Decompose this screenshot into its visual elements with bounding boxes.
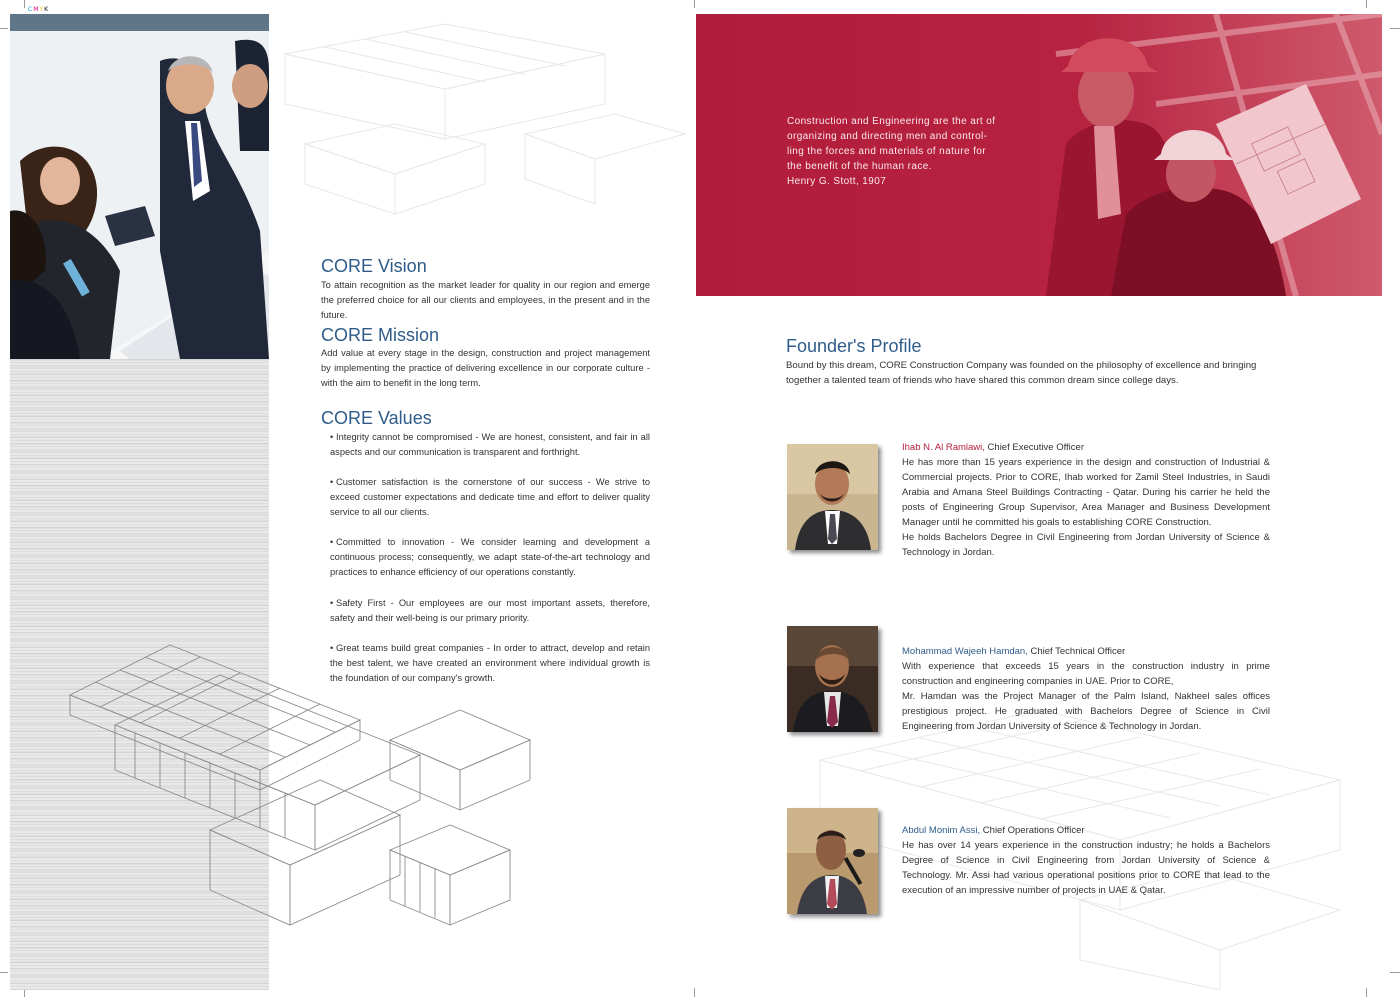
mission-heading: CORE Mission	[321, 325, 440, 345]
value-text: Great teams build great companies - In order to attract, develop and retain the best talent, we have created an environment where individual growth is the foundation of our company's growth.	[330, 643, 650, 683]
header-color-bar	[10, 14, 269, 31]
quote-block	[787, 114, 1007, 189]
person-name: Mohammad Wajeeh Hamdan,	[902, 646, 1028, 657]
person-bio: He has more than 15 years experience in the design and construction of Industrial & Commercial projects. Prior to CORE, Ihab worked for Zamil Steel Industries, in Saudi Arabia and Amana Steel Buildings Contracting - Qatar. During his carrier he held the posts of Engineering Group Supervisor, Area Manager and Business Development Manager until he committed his goals to establishing CORE Construction.	[902, 457, 1270, 528]
cmyk-color-bar: CMYK	[28, 6, 49, 13]
person-name: Ihab N. Al Ramlawi,	[902, 442, 985, 453]
building-wireframe-illustration	[275, 14, 695, 244]
values-heading: CORE Values	[321, 408, 432, 428]
ceo-portrait	[787, 444, 878, 550]
quote-author: Henry G. Stott, 1907	[787, 176, 887, 187]
value-text: Integrity cannot be compromised - We are honest, consistent, and fair in all aspects and our communication is transparent and forthright.	[330, 432, 650, 457]
bullet-icon: •	[330, 643, 334, 653]
values-list-item	[330, 641, 650, 686]
ceo-profile	[902, 440, 1270, 560]
values-list-item	[330, 596, 650, 626]
founders-heading: Founder's Profile	[786, 336, 922, 356]
crop-mark	[1390, 972, 1400, 973]
quote-line: ling the forces and materials of nature for	[787, 146, 986, 157]
quote-line: the benefit of the human race.	[787, 161, 932, 172]
cto-portrait	[787, 626, 878, 732]
crop-mark	[0, 28, 8, 29]
crop-mark	[1390, 28, 1400, 29]
vision-text: To attain recognition as the market leader for quality in our region and emerge the preferred choice for all our clients and employees, in the present and in the future.	[321, 280, 650, 320]
coo-portrait	[787, 808, 878, 914]
bullet-icon: •	[330, 537, 334, 547]
crop-mark	[24, 0, 25, 8]
person-bio: He holds Bachelors Degree in Civil Engineering from Jordan University of Science & Technology in Jordan.	[902, 532, 1270, 558]
person-role: Chief Technical Officer	[1027, 646, 1126, 657]
values-list-item	[330, 475, 650, 520]
person-bio: He has over 14 years experience in the construction industry; he holds a Bachelors Degree of Science in Civil Engineering from Jordan University of Science & Technology. Mr. Assi had various operational positions prior to CORE that lead to the execution of an impressive number of projects in UAE & Qatar.	[902, 840, 1270, 896]
founders-intro: Bound by this dream, CORE Construction Company was founded on the philosophy of excellence and bringing together a talented team of friends who have shared this common dream since college days.	[786, 360, 1257, 386]
crop-mark	[0, 972, 8, 973]
quote-line: organizing and directing men and control-	[787, 131, 988, 142]
bullet-icon: •	[330, 598, 334, 608]
person-role: Chief Operations Officer	[980, 825, 1085, 836]
person-name: Abdul Monim Assi,	[902, 825, 981, 836]
vision-heading: CORE Vision	[321, 256, 427, 276]
coo-profile	[902, 823, 1270, 898]
bullet-icon: •	[330, 477, 334, 487]
values-list-item	[330, 535, 650, 580]
crop-mark	[694, 988, 695, 997]
value-text: Committed to innovation - We consider learning and development a continuous process; consequently, we adapt state-of-the-art technology and practices to enhance efficiency of our operations constantly.	[330, 537, 650, 577]
mission-text: Add value at every stage in the design, construction and project management by implementing the practice of delivering excellence in our corporate culture - with the aim to benefit in the long term.	[321, 348, 650, 388]
cto-profile	[902, 644, 1270, 734]
value-text: Customer satisfaction is the cornerstone of our success - We strive to exceed customer expectations and dedicate time and effort to deliver quality service to all our clients.	[330, 477, 650, 517]
business-handshake-photo	[10, 31, 269, 359]
crop-mark	[694, 0, 695, 8]
quote-line: Construction and Engineering are the art of	[787, 116, 996, 127]
crop-mark	[1366, 0, 1367, 8]
value-text: Safety First - Our employees are our most important assets, therefore, safety and their well-being is our primary priority.	[330, 598, 650, 623]
values-list-item	[330, 430, 650, 460]
bullet-icon: •	[330, 432, 334, 442]
person-bio: With experience that exceeds 15 years in the construction industry in prime construction and engineering companies in UAE. Prior to CORE,	[902, 661, 1270, 687]
person-bio: Mr. Hamdan was the Project Manager of the Palm Island, Nakheel sales offices prestigious project. He graduated with Bachelors Degree of Science in Civil Engineering from Jordan University of Science & Technology in Jordan.	[902, 691, 1270, 732]
person-role: Chief Executive Officer	[984, 442, 1084, 453]
